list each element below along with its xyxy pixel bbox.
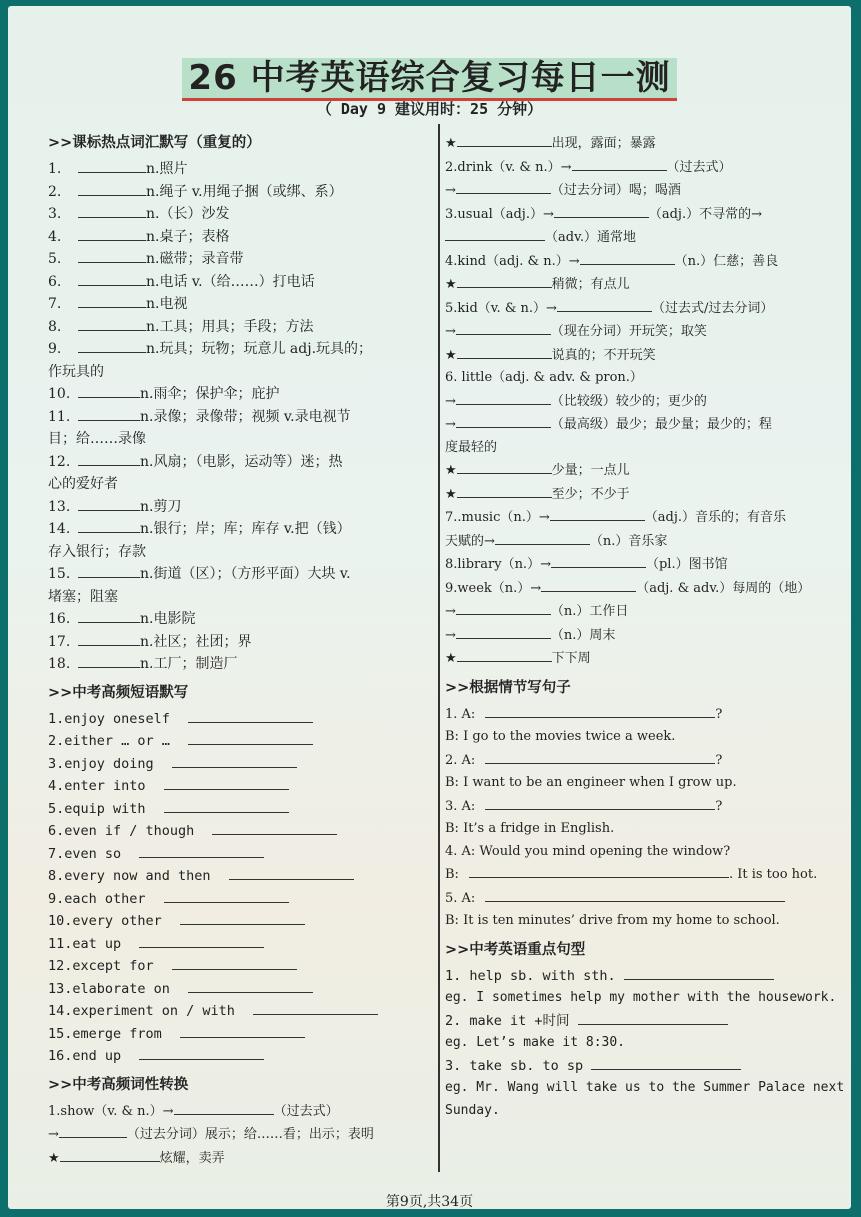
conversion-item bbox=[445, 226, 825, 250]
definition-text: n.社区；社团；界 bbox=[140, 633, 252, 650]
phrase-item bbox=[48, 775, 430, 798]
conversion-meaning: （n.）工作日 bbox=[550, 604, 629, 619]
item-number: 9. bbox=[48, 341, 62, 357]
answer-blank[interactable] bbox=[78, 631, 140, 646]
pattern-item bbox=[445, 1010, 825, 1033]
conversion-meaning: 炫耀，卖弄 bbox=[159, 1150, 225, 1166]
phrase-text: 5.equip with bbox=[48, 800, 146, 817]
conversion-prompt: ★ bbox=[445, 277, 457, 292]
conversion-prompt: 6. little（adj. & adv. & pron.） bbox=[445, 370, 643, 385]
phrase-item bbox=[48, 1000, 430, 1023]
conversion-item bbox=[445, 297, 825, 321]
vocab-item-continuation bbox=[48, 473, 430, 496]
worksheet-page bbox=[8, 6, 851, 1209]
answer-blank[interactable] bbox=[457, 647, 552, 662]
conversion-item bbox=[445, 624, 825, 648]
answer-blank[interactable] bbox=[60, 1147, 160, 1162]
item-number: 14. bbox=[48, 521, 71, 537]
vocab-item bbox=[48, 451, 430, 474]
conversion-prompt: ★ bbox=[445, 463, 457, 478]
phrase-item bbox=[48, 865, 430, 888]
dialog-list bbox=[445, 703, 825, 933]
answer-blank[interactable] bbox=[457, 483, 552, 498]
phrase-text: 10.every other bbox=[48, 913, 162, 929]
definition-text: n.工具；用具；手段；方法 bbox=[146, 318, 314, 335]
phrase-item bbox=[48, 955, 430, 978]
conversion-meaning: （过去分词）展示；给……看；出示；表明 bbox=[126, 1127, 374, 1142]
right-column bbox=[445, 132, 845, 1122]
answer-blank[interactable] bbox=[456, 390, 551, 405]
left-column bbox=[48, 132, 430, 1170]
vocab-item bbox=[48, 293, 430, 316]
answer-blank[interactable] bbox=[188, 730, 313, 745]
conversion-prompt: ★ bbox=[48, 1150, 60, 1166]
definition-text: 堵塞；阻塞 bbox=[48, 588, 118, 605]
conversion-meaning: （过去分词）喝；喝酒 bbox=[550, 183, 681, 198]
answer-blank[interactable] bbox=[78, 518, 140, 533]
answer-blank[interactable] bbox=[78, 293, 146, 308]
answer-blank[interactable] bbox=[591, 1055, 741, 1070]
phrase-text: 15.emerge from bbox=[48, 1025, 162, 1042]
answer-blank[interactable] bbox=[253, 1000, 378, 1015]
conversion-item bbox=[445, 344, 825, 368]
dialog-answer bbox=[445, 910, 825, 933]
phrase-text: 12.except for bbox=[48, 958, 154, 974]
definition-text: n.街道（区）；（方形平面）大块 v. bbox=[140, 566, 351, 582]
page-subtitle: （ Day 9 建议用时：25 分钟） bbox=[316, 100, 543, 118]
item-number: 17. bbox=[48, 633, 71, 650]
vocab-item bbox=[48, 271, 430, 294]
phrase-item bbox=[48, 910, 430, 933]
conversion-prompt: 3.usual（adj.）→ bbox=[445, 206, 554, 222]
answer-blank[interactable] bbox=[78, 203, 146, 218]
answer-blank[interactable] bbox=[541, 577, 636, 592]
definition-text: n.录像；录像带；视频 v.录电视节 bbox=[140, 408, 351, 425]
item-number: 1. bbox=[48, 161, 62, 177]
answer-blank[interactable] bbox=[164, 798, 289, 813]
vocab-item-continuation bbox=[48, 541, 430, 564]
conversion-item bbox=[445, 600, 825, 624]
answer-blank[interactable] bbox=[172, 753, 297, 768]
answer-blank[interactable] bbox=[78, 316, 146, 331]
definition-text: n.银行；岸；库；库存 v.把（钱） bbox=[140, 521, 351, 537]
answer-blank[interactable] bbox=[139, 843, 264, 858]
item-number: 15. bbox=[48, 566, 71, 582]
vocab-item bbox=[48, 383, 430, 406]
definition-text: n.工厂；制造厂 bbox=[140, 656, 238, 672]
conversion-prompt: → bbox=[445, 417, 456, 432]
vocab-item bbox=[48, 608, 430, 631]
dialog-line-b: B: I want to be an engineer when I grow up. bbox=[445, 775, 737, 790]
vocab-item bbox=[48, 406, 430, 429]
answer-blank[interactable] bbox=[469, 863, 729, 878]
answer-blank[interactable] bbox=[457, 273, 552, 288]
answer-blank[interactable] bbox=[212, 820, 337, 835]
dialog-answer bbox=[445, 863, 825, 887]
phrase-item bbox=[48, 933, 430, 956]
question-mark: ? bbox=[715, 706, 723, 722]
conversion-item bbox=[445, 367, 825, 390]
vocab-item bbox=[48, 496, 430, 519]
pattern-item bbox=[445, 965, 825, 988]
conversion-prompt: ★ bbox=[445, 347, 457, 363]
vocab-item bbox=[48, 181, 430, 204]
vocab-item bbox=[48, 518, 430, 541]
conversion-meaning: （n.）音乐家 bbox=[589, 533, 668, 549]
answer-blank[interactable] bbox=[78, 563, 140, 578]
conversion-item bbox=[445, 203, 825, 227]
vocab-item bbox=[48, 338, 430, 361]
dialog-line-a: 5. A: bbox=[445, 890, 476, 906]
answer-blank[interactable] bbox=[495, 530, 590, 545]
phrase-item bbox=[48, 753, 430, 776]
answer-blank[interactable] bbox=[485, 795, 715, 810]
conversion-meaning: （现在分词）开玩笑；取笑 bbox=[550, 324, 707, 339]
phrase-text: 13.elaborate on bbox=[48, 980, 170, 997]
conversion-item bbox=[445, 506, 825, 530]
question-mark: ? bbox=[715, 752, 723, 768]
definition-text: n.电视 bbox=[146, 296, 188, 312]
answer-blank[interactable] bbox=[580, 250, 675, 265]
phrase-item bbox=[48, 978, 430, 1001]
answer-blank[interactable] bbox=[457, 459, 552, 474]
phrase-text: 7.even so bbox=[48, 845, 122, 862]
answer-blank[interactable] bbox=[572, 156, 667, 171]
item-number: 16. bbox=[48, 611, 71, 627]
conversion-item bbox=[445, 156, 825, 180]
answer-blank[interactable] bbox=[174, 1100, 274, 1115]
conversion-list-left bbox=[48, 1100, 430, 1171]
pattern-text: 3. take sb. to sp bbox=[445, 1057, 584, 1074]
dialog-line-a: 2. A: bbox=[445, 752, 476, 768]
dialog-question bbox=[445, 749, 825, 773]
conversion-meaning: （过去式） bbox=[666, 159, 732, 175]
section-heading-sentences: >>根据情节写句子 bbox=[445, 679, 571, 696]
conversion-item-continuation bbox=[445, 437, 825, 460]
vocab-item bbox=[48, 631, 430, 654]
answer-blank[interactable] bbox=[445, 226, 545, 241]
vocab-item-continuation bbox=[48, 586, 430, 609]
dialog-question bbox=[445, 887, 825, 911]
answer-blank[interactable] bbox=[485, 749, 715, 764]
conversion-meaning: （adj. & adv.）每周的（地） bbox=[636, 580, 811, 596]
conversion-meaning: 出现，露面；暴露 bbox=[551, 136, 656, 151]
vocab-item bbox=[48, 203, 430, 226]
dialog-line-a: 1. A: bbox=[445, 706, 476, 722]
conversion-item bbox=[445, 459, 825, 483]
pattern-example-text: eg. I sometimes help my mother with the housework. bbox=[445, 990, 837, 1005]
answer-blank[interactable] bbox=[180, 1023, 305, 1038]
item-number: 7. bbox=[48, 296, 62, 312]
answer-blank[interactable] bbox=[78, 451, 140, 466]
item-number: 2. bbox=[48, 183, 62, 200]
conversion-item bbox=[445, 179, 825, 203]
conversion-item bbox=[445, 483, 825, 507]
vocab-item bbox=[48, 226, 430, 249]
item-number: 13. bbox=[48, 498, 71, 515]
conversion-prompt: 8.library（n.）→ bbox=[445, 557, 551, 572]
phrase-item bbox=[48, 1045, 430, 1068]
answer-blank[interactable] bbox=[457, 132, 552, 147]
definition-text: n.绳子 v.用绳子捆（或绑、系） bbox=[146, 183, 343, 200]
dialog-answer bbox=[445, 772, 825, 795]
item-number: 8. bbox=[48, 318, 62, 335]
section-heading-patterns: >>中考英语重点句型 bbox=[445, 941, 586, 958]
phrase-text: 16.end up bbox=[48, 1048, 122, 1064]
conversion-item bbox=[445, 577, 825, 601]
conversion-prompt: → bbox=[445, 627, 456, 643]
answer-blank[interactable] bbox=[456, 179, 551, 194]
item-number: 5. bbox=[48, 251, 62, 267]
phrase-text: 9.each other bbox=[48, 890, 146, 907]
definition-text: 存入银行；存款 bbox=[48, 543, 146, 560]
answer-blank[interactable] bbox=[78, 653, 140, 668]
conversion-item-continuation bbox=[445, 530, 825, 554]
conversion-meaning: （pl.）图书馆 bbox=[645, 557, 728, 572]
dialog-question bbox=[445, 795, 825, 819]
phrase-text: 2.either … or … bbox=[48, 733, 170, 749]
pattern-list bbox=[445, 965, 845, 1123]
answer-blank[interactable] bbox=[557, 297, 652, 312]
pattern-example-text: eg. Mr. Wang will take us to the Summer Palace next bbox=[445, 1080, 845, 1095]
answer-blank[interactable] bbox=[457, 344, 552, 359]
definition-text: n.照片 bbox=[146, 161, 188, 177]
answer-blank[interactable] bbox=[78, 271, 146, 286]
phrase-item bbox=[48, 1023, 430, 1046]
conversion-meaning: 说真的；不开玩笑 bbox=[551, 347, 656, 363]
conversion-prompt: 2.drink（v. & n.）→ bbox=[445, 159, 572, 175]
answer-blank[interactable] bbox=[78, 158, 146, 173]
conversion-prompt: 4.kind（adj. & n.）→ bbox=[445, 253, 580, 269]
answer-blank[interactable] bbox=[229, 865, 354, 880]
answer-blank[interactable] bbox=[550, 506, 645, 521]
phrase-text: 6.even if / though bbox=[48, 823, 195, 839]
conversion-meaning: （adv.）通常地 bbox=[545, 230, 637, 245]
conversion-meaning: （比较级）较少的；更少的 bbox=[550, 393, 707, 409]
answer-blank[interactable] bbox=[59, 1123, 127, 1138]
phrase-item bbox=[48, 730, 430, 753]
answer-blank[interactable] bbox=[188, 978, 313, 993]
pattern-example bbox=[445, 1032, 825, 1055]
pattern-example-text: eg. Let’s make it 8:30. bbox=[445, 1035, 626, 1050]
pattern-text: 2. make it +时间 bbox=[445, 1012, 570, 1029]
answer-blank[interactable] bbox=[78, 496, 140, 511]
answer-blank[interactable] bbox=[456, 320, 551, 335]
conversion-meaning: 少量；一点儿 bbox=[551, 463, 630, 478]
definition-text: n.电话 v.（给……）打电话 bbox=[146, 273, 315, 290]
dialog-line-b: B: It’s a fridge in English. bbox=[445, 821, 615, 836]
conversion-item bbox=[445, 273, 825, 297]
conversion-meaning: （过去式/过去分词） bbox=[651, 300, 774, 316]
definition-text: 目；给……录像 bbox=[48, 431, 146, 447]
answer-blank[interactable] bbox=[456, 624, 551, 639]
item-number: 18. bbox=[48, 656, 71, 672]
conversion-meaning: （最高级）最少；最少量；最少的；程 bbox=[550, 417, 772, 432]
answer-blank[interactable] bbox=[164, 888, 289, 903]
conversion-item bbox=[48, 1100, 430, 1124]
phrase-text: 11.eat up bbox=[48, 935, 122, 952]
conversion-item bbox=[445, 647, 825, 671]
vocab-item-continuation bbox=[48, 428, 430, 451]
definition-text: n.玩具；玩物；玩意儿 adj.玩具的； bbox=[146, 341, 373, 357]
conversion-meaning: （adj.）不寻常的→ bbox=[648, 206, 762, 222]
dialog-line-b: B: I go to the movies twice a week. bbox=[445, 729, 676, 744]
definition-text: n.雨伞；保护伞；庇护 bbox=[140, 386, 280, 402]
conversion-prompt: ★ bbox=[445, 651, 457, 666]
section-heading-vocab: >>课标热点词汇默写（重复的） bbox=[48, 135, 261, 151]
column-divider bbox=[438, 124, 440, 1172]
answer-blank[interactable] bbox=[139, 1045, 264, 1060]
dialog-line-a: 3. A: bbox=[445, 798, 476, 814]
answer-blank[interactable] bbox=[456, 413, 551, 428]
dialog-question bbox=[445, 703, 825, 727]
dialog-question bbox=[445, 841, 825, 864]
answer-blank[interactable] bbox=[78, 226, 146, 241]
conversion-continuation: 度最轻的 bbox=[445, 439, 498, 455]
conversion-item bbox=[445, 320, 825, 344]
conversion-item bbox=[445, 250, 825, 274]
conversion-meaning: 下下周 bbox=[551, 651, 591, 666]
conversion-item bbox=[445, 132, 825, 156]
answer-blank[interactable] bbox=[180, 910, 305, 925]
conversion-prompt: → bbox=[48, 1127, 59, 1142]
pattern-example bbox=[445, 1077, 845, 1100]
conversion-prompt: → bbox=[445, 604, 456, 619]
pattern-example bbox=[445, 987, 837, 1010]
dialog-answer bbox=[445, 726, 825, 749]
conversion-list-right bbox=[445, 132, 825, 671]
page-title: 26 中考英语综合复习每日一测 bbox=[8, 50, 851, 99]
conversion-meaning: 稍微；有点儿 bbox=[551, 277, 630, 292]
section-heading-phrases: >>中考高频短语默写 bbox=[48, 684, 189, 701]
item-number: 6. bbox=[48, 273, 62, 290]
conversion-item bbox=[48, 1123, 430, 1147]
pattern-example-text: Sunday. bbox=[445, 1102, 500, 1118]
section-heading-conversion: >>中考高频词性转换 bbox=[48, 1076, 189, 1093]
dialog-line-b: B: bbox=[445, 867, 459, 882]
conversion-prompt: → bbox=[445, 324, 456, 339]
conversion-prompt: ★ bbox=[445, 136, 457, 151]
conversion-meaning: （adj.）音乐的；有音乐 bbox=[644, 510, 786, 525]
answer-blank[interactable] bbox=[78, 608, 140, 623]
item-number: 10. bbox=[48, 386, 71, 402]
phrase-text: 14.experiment on / with bbox=[48, 1003, 235, 1019]
answer-blank[interactable] bbox=[78, 338, 146, 353]
conversion-meaning: 至少；不少于 bbox=[551, 486, 630, 502]
answer-blank[interactable] bbox=[485, 887, 785, 902]
page-footer: 第9页,共34页 bbox=[385, 1194, 474, 1209]
vocab-item bbox=[48, 158, 430, 181]
vocab-item bbox=[48, 563, 430, 586]
conversion-meaning: （n.）周末 bbox=[550, 627, 616, 643]
definition-text: n.剪刀 bbox=[140, 498, 182, 515]
conversion-continuation: 天赋的→ bbox=[445, 533, 495, 549]
definition-text: n.桌子；表格 bbox=[146, 228, 230, 245]
pattern-example-continuation bbox=[445, 1100, 825, 1123]
answer-blank[interactable] bbox=[78, 181, 146, 196]
answer-blank[interactable] bbox=[485, 703, 715, 718]
vocab-item bbox=[48, 248, 430, 271]
phrase-text: 4.enter into bbox=[48, 778, 146, 794]
answer-blank[interactable] bbox=[554, 203, 649, 218]
phrase-item bbox=[48, 798, 430, 821]
conversion-item bbox=[445, 390, 825, 414]
item-number: 12. bbox=[48, 453, 71, 470]
answer-blank[interactable] bbox=[188, 708, 313, 723]
answer-blank[interactable] bbox=[164, 775, 289, 790]
vocab-item bbox=[48, 653, 430, 676]
conversion-prompt: → bbox=[445, 393, 456, 409]
conversion-prompt: → bbox=[445, 183, 456, 198]
conversion-prompt: 1.show（v. & n.）→ bbox=[48, 1103, 174, 1119]
definition-text: n.（长）沙发 bbox=[146, 206, 230, 222]
conversion-prompt: 7..music（n.）→ bbox=[445, 510, 550, 525]
conversion-prompt: 9.week（n.）→ bbox=[445, 580, 542, 596]
conversion-item bbox=[445, 553, 825, 577]
definition-text: 心的爱好者 bbox=[48, 476, 118, 492]
answer-blank[interactable] bbox=[78, 406, 140, 421]
vocab-list bbox=[48, 158, 430, 676]
answer-blank[interactable] bbox=[456, 600, 551, 615]
answer-blank[interactable] bbox=[551, 553, 646, 568]
pattern-text: 1. help sb. with sth. bbox=[445, 967, 616, 984]
answer-blank[interactable] bbox=[78, 383, 140, 398]
phrase-item bbox=[48, 843, 430, 866]
item-number: 11. bbox=[48, 408, 71, 425]
dialog-line-a: 4. A: Would you mind opening the window? bbox=[445, 843, 731, 859]
phrase-item bbox=[48, 888, 430, 911]
answer-blank[interactable] bbox=[78, 248, 146, 263]
vocab-item bbox=[48, 316, 430, 339]
phrase-text: 1.enjoy oneself bbox=[48, 710, 170, 727]
answer-blank[interactable] bbox=[624, 965, 774, 980]
phrase-item bbox=[48, 708, 430, 731]
phrase-text: 3.enjoy doing bbox=[48, 755, 154, 772]
conversion-prompt: 5.kid（v. & n.）→ bbox=[445, 300, 557, 316]
conversion-item bbox=[48, 1147, 430, 1171]
answer-blank[interactable] bbox=[172, 955, 297, 970]
dialog-answer bbox=[445, 818, 825, 841]
definition-text: n.磁带；录音带 bbox=[146, 251, 244, 267]
item-number: 3. bbox=[48, 206, 62, 222]
definition-text: 作玩具的 bbox=[48, 363, 104, 380]
phrase-item bbox=[48, 820, 430, 843]
conversion-prompt: ★ bbox=[445, 486, 457, 502]
conversion-item bbox=[445, 413, 825, 437]
conversion-meaning: （过去式） bbox=[273, 1103, 339, 1119]
conversion-meaning: （n.）仁慈；善良 bbox=[674, 253, 779, 269]
phrase-list bbox=[48, 708, 430, 1068]
answer-blank[interactable] bbox=[578, 1010, 728, 1025]
vocab-item-continuation bbox=[48, 361, 430, 384]
question-mark: ? bbox=[715, 798, 723, 814]
definition-text: n.风扇；（电影，运动等）迷；热 bbox=[140, 453, 343, 470]
phrase-text: 8.every now and then bbox=[48, 868, 211, 884]
answer-blank[interactable] bbox=[139, 933, 264, 948]
item-number: 4. bbox=[48, 228, 62, 245]
definition-text: n.电影院 bbox=[140, 611, 196, 627]
pattern-item bbox=[445, 1055, 825, 1078]
dialog-line-b: B: It is ten minutes’ drive from my home to school. bbox=[445, 913, 780, 928]
dialog-line-b-end: . It is too hot. bbox=[728, 867, 818, 882]
